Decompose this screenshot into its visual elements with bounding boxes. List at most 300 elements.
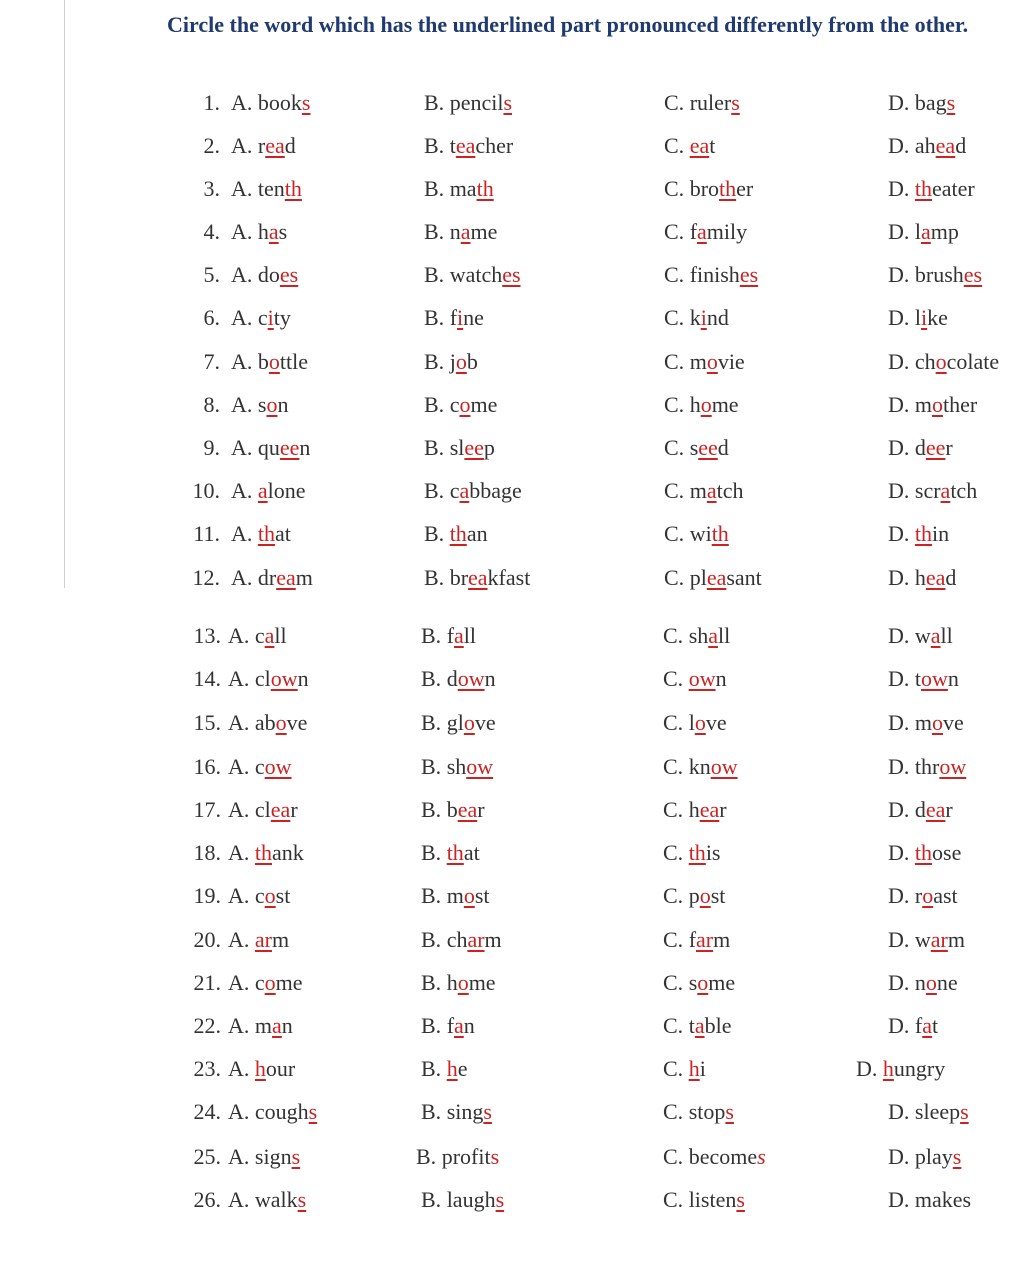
option-a[interactable] — [231, 88, 310, 118]
option-b[interactable] — [421, 968, 496, 998]
word-part: t — [449, 133, 456, 158]
option-letter: D. — [888, 521, 915, 546]
option-letter: A. — [231, 176, 258, 201]
word-part: an — [466, 521, 488, 546]
option-b[interactable] — [424, 88, 512, 118]
option-d[interactable] — [888, 88, 955, 118]
word-part: pencil — [449, 90, 504, 115]
option-b[interactable] — [424, 433, 495, 463]
option-c[interactable] — [663, 881, 725, 911]
option-b[interactable] — [424, 347, 478, 377]
option-c[interactable] — [663, 1097, 734, 1127]
word-part: p — [483, 435, 495, 460]
word-part: t — [914, 666, 922, 691]
option-c[interactable] — [663, 1011, 731, 1041]
option-letter: C. — [663, 1187, 689, 1212]
option-b[interactable] — [421, 1011, 475, 1041]
option-letter: B. — [424, 90, 450, 115]
option-letter: A. — [231, 305, 258, 330]
word-part: scr — [914, 478, 941, 503]
option-a[interactable] — [228, 838, 304, 868]
word-part: c — [449, 392, 460, 417]
question-number: 23. — [193, 1056, 221, 1081]
option-letter: A. — [228, 710, 255, 735]
word-part: r — [290, 797, 298, 822]
question-row — [0, 1054, 1024, 1084]
word-part: s — [278, 219, 288, 244]
option-a[interactable] — [228, 925, 289, 955]
underlined-part: o — [455, 349, 467, 374]
word-part: makes — [914, 1187, 972, 1212]
word-part: ve — [705, 710, 727, 735]
option-d[interactable] — [888, 881, 958, 911]
option-b[interactable] — [424, 519, 488, 549]
option-letter: A. — [228, 1013, 255, 1038]
underlined-part: a — [264, 623, 275, 648]
underlined-part: ea — [689, 133, 710, 158]
option-letter: D. — [888, 392, 915, 417]
word-part: ty — [273, 305, 291, 330]
question-row — [0, 795, 1024, 825]
word-part: n — [463, 1013, 475, 1038]
underlined-part: o — [266, 392, 278, 417]
option-d[interactable] — [888, 390, 977, 420]
option-c[interactable] — [663, 1054, 706, 1084]
word-part: r — [257, 133, 266, 158]
question-row — [0, 752, 1024, 782]
word-part: qu — [257, 435, 280, 460]
option-d[interactable] — [888, 1011, 938, 1041]
option-d[interactable] — [856, 1054, 945, 1084]
option-b[interactable] — [421, 1097, 492, 1127]
underlined-part: th — [914, 521, 933, 546]
option-letter: A. — [228, 623, 255, 648]
word-part: dr — [257, 565, 277, 590]
word-part: stop — [688, 1099, 726, 1124]
word-part: c — [449, 478, 460, 503]
question-row — [0, 433, 1024, 463]
word-part: f — [449, 305, 458, 330]
option-letter: C. — [663, 1013, 689, 1038]
word-part: sign — [254, 1144, 292, 1169]
option-c[interactable] — [663, 621, 730, 651]
option-letter: B. — [424, 478, 450, 503]
option-d[interactable] — [888, 925, 965, 955]
option-letter: D. — [888, 1013, 915, 1038]
underlined-part: a — [694, 1013, 705, 1038]
word-part: at — [463, 840, 480, 865]
question-row — [0, 664, 1024, 694]
word-part: b — [257, 349, 269, 374]
option-d[interactable] — [888, 174, 975, 204]
option-c[interactable] — [663, 925, 730, 955]
option-b[interactable] — [421, 752, 493, 782]
word-part: n — [947, 666, 959, 691]
underlined-part: ee — [698, 435, 718, 460]
underlined-part: th — [711, 521, 729, 546]
option-d[interactable] — [888, 664, 959, 694]
option-d[interactable] — [888, 217, 959, 247]
option-c[interactable] — [663, 664, 727, 694]
option-letter: D. — [888, 666, 915, 691]
option-letter: A. — [231, 262, 258, 287]
underlined-part: ea — [935, 133, 956, 158]
option-letter: A. — [228, 797, 255, 822]
option-b[interactable] — [421, 838, 480, 868]
question-row — [0, 563, 1024, 593]
word-part: sh — [688, 623, 709, 648]
option-d[interactable] — [888, 708, 964, 738]
option-d[interactable] — [888, 838, 961, 868]
question-number: 11. — [193, 521, 220, 546]
option-letter: B. — [421, 970, 447, 995]
option-c[interactable] — [664, 476, 743, 506]
option-a[interactable] — [228, 1142, 300, 1172]
option-c[interactable] — [664, 563, 762, 593]
word-part: ab — [254, 710, 276, 735]
word-part: ble — [704, 1013, 732, 1038]
option-c[interactable] — [664, 519, 729, 549]
option-letter: B. — [421, 1187, 447, 1212]
option-letter: D. — [888, 754, 915, 779]
option-letter: D. — [888, 565, 915, 590]
word-part: c — [254, 883, 265, 908]
option-d[interactable] — [888, 1185, 971, 1215]
word-part: m — [446, 883, 464, 908]
option-a[interactable] — [228, 1185, 306, 1215]
option-d[interactable] — [888, 131, 966, 161]
option-letter: B. — [424, 305, 450, 330]
option-a[interactable] — [228, 664, 309, 694]
option-letter: C. — [664, 90, 690, 115]
question-number: 10. — [192, 478, 220, 503]
option-c[interactable] — [664, 433, 729, 463]
question-number: 18. — [193, 840, 221, 865]
underlined-part: a — [268, 219, 279, 244]
option-b[interactable] — [421, 1054, 467, 1084]
option-letter: C. — [664, 392, 690, 417]
highlighted-part: s — [757, 1144, 766, 1169]
word-part: s — [689, 435, 699, 460]
option-a[interactable] — [228, 1011, 293, 1041]
underlined-part: i — [921, 305, 928, 330]
underlined-part: s — [960, 1099, 969, 1124]
option-d[interactable] — [888, 347, 999, 377]
word-part: gl — [446, 710, 464, 735]
word-part: cough — [254, 1099, 309, 1124]
option-b[interactable] — [424, 303, 484, 333]
option-b[interactable] — [421, 664, 496, 694]
underlined-part: h — [446, 1056, 458, 1081]
word-part: listen — [688, 1187, 737, 1212]
question-row — [0, 621, 1024, 651]
word-part: f — [688, 927, 697, 952]
question-row — [0, 708, 1024, 738]
question-number: 7. — [203, 349, 220, 374]
option-letter: B. — [421, 1099, 447, 1124]
underlined-part: a — [460, 219, 471, 244]
option-letter: C. — [663, 883, 689, 908]
option-b[interactable] — [421, 1185, 504, 1215]
option-letter: D. — [888, 970, 915, 995]
word-part: d — [717, 435, 729, 460]
option-b[interactable] — [424, 563, 530, 593]
underlined-part: i — [457, 305, 464, 330]
option-letter: B. — [421, 754, 447, 779]
word-part: brush — [914, 262, 964, 287]
word-part: h — [257, 219, 269, 244]
word-part: ch — [914, 349, 936, 374]
option-c[interactable] — [664, 347, 745, 377]
word-part: r — [477, 797, 485, 822]
question-row — [0, 1097, 1024, 1127]
option-letter: A. — [228, 1144, 255, 1169]
option-a[interactable] — [228, 968, 303, 998]
underlined-part: o — [264, 883, 276, 908]
option-a[interactable] — [231, 303, 291, 333]
option-c[interactable] — [664, 260, 758, 290]
option-letter: A. — [231, 219, 258, 244]
option-d[interactable] — [888, 621, 953, 651]
option-a[interactable] — [228, 795, 298, 825]
underlined-part: th — [284, 176, 302, 201]
question-row — [0, 925, 1024, 955]
word-part: ll — [463, 623, 477, 648]
option-letter: C. — [664, 262, 690, 287]
option-letter: A. — [231, 565, 258, 590]
option-letter: D. — [888, 1144, 915, 1169]
question-number: 15. — [193, 710, 221, 735]
option-d[interactable] — [888, 1097, 969, 1127]
option-a[interactable] — [228, 708, 307, 738]
option-b[interactable] — [421, 795, 485, 825]
option-letter: A. — [228, 1056, 255, 1081]
option-c[interactable] — [664, 174, 753, 204]
option-c[interactable] — [663, 708, 727, 738]
option-a[interactable] — [231, 131, 296, 161]
underlined-part: s — [725, 1099, 734, 1124]
underlined-part: th — [914, 176, 933, 201]
option-d[interactable] — [888, 752, 966, 782]
option-b[interactable] — [424, 390, 497, 420]
question-number: 8. — [203, 392, 220, 417]
option-b[interactable] — [421, 621, 476, 651]
option-c[interactable] — [663, 968, 735, 998]
option-letter: D. — [888, 349, 915, 374]
underlined-part: th — [449, 521, 467, 546]
option-d[interactable] — [888, 519, 949, 549]
option-a[interactable] — [231, 563, 313, 593]
word-part: r — [719, 797, 727, 822]
option-a[interactable] — [231, 519, 291, 549]
word-part: t — [688, 1013, 695, 1038]
option-b[interactable] — [416, 1142, 499, 1172]
option-letter: D. — [888, 883, 915, 908]
option-letter: D. — [888, 435, 915, 460]
option-letter: A. — [231, 392, 258, 417]
option-b[interactable] — [424, 174, 494, 204]
option-letter: D. — [888, 176, 915, 201]
word-part: bro — [689, 176, 720, 201]
option-d[interactable] — [888, 1142, 961, 1172]
word-part: st — [275, 883, 291, 908]
word-part: st — [710, 883, 726, 908]
underlined-part: s — [308, 1099, 318, 1124]
underlined-part: th — [476, 176, 494, 201]
word-part: er — [736, 176, 754, 201]
option-letter: A. — [231, 478, 258, 503]
underlined-part: es — [502, 262, 521, 287]
word-part: kn — [688, 754, 711, 779]
word-part: sl — [449, 435, 465, 460]
underlined-part: o — [706, 349, 718, 374]
option-letter: C. — [664, 219, 690, 244]
underlined-part: th — [257, 521, 276, 546]
highlighted-part: s — [490, 1144, 500, 1169]
underlined-part: o — [268, 349, 280, 374]
question-number: 6. — [203, 305, 220, 330]
option-a[interactable] — [228, 1097, 317, 1127]
option-letter: C. — [663, 1056, 689, 1081]
option-b[interactable] — [424, 476, 522, 506]
word-part: me — [275, 970, 303, 995]
option-a[interactable] — [231, 476, 306, 506]
option-d[interactable] — [888, 795, 953, 825]
option-a[interactable] — [231, 433, 310, 463]
option-d[interactable] — [888, 433, 953, 463]
question-number: 2. — [203, 133, 220, 158]
option-b[interactable] — [421, 881, 490, 911]
word-part: me — [711, 392, 739, 417]
option-c[interactable] — [664, 131, 715, 161]
option-a[interactable] — [231, 217, 287, 247]
option-a[interactable] — [231, 260, 298, 290]
underlined-part: ea — [925, 797, 946, 822]
option-c[interactable] — [663, 795, 727, 825]
question-number: 24. — [193, 1099, 221, 1124]
option-letter: C. — [663, 1099, 689, 1124]
word-part: tch — [950, 478, 978, 503]
word-part: ungry — [893, 1056, 946, 1081]
underlined-part: o — [457, 970, 469, 995]
option-b[interactable] — [424, 131, 513, 161]
option-a[interactable] — [231, 390, 288, 420]
underlined-part: o — [694, 710, 706, 735]
option-d[interactable] — [888, 303, 948, 333]
option-b[interactable] — [421, 708, 496, 738]
option-letter: D. — [888, 1187, 915, 1212]
underlined-part: ow — [921, 666, 948, 691]
underlined-part: th — [688, 840, 706, 865]
question-row — [0, 347, 1024, 377]
option-letter: A. — [228, 1099, 255, 1124]
word-part: l — [914, 219, 922, 244]
underlined-part: ee — [279, 435, 300, 460]
word-part: ttle — [279, 349, 308, 374]
option-a[interactable] — [231, 347, 308, 377]
word-part: m — [254, 1013, 273, 1038]
word-part: kfast — [487, 565, 531, 590]
option-letter: D. — [888, 710, 915, 735]
option-b[interactable] — [424, 260, 521, 290]
option-letter: B. — [421, 666, 447, 691]
option-letter: A. — [228, 883, 255, 908]
option-letter: A. — [228, 927, 255, 952]
option-letter: A. — [231, 435, 258, 460]
word-part: st — [474, 883, 490, 908]
underlined-part: ow — [457, 666, 485, 691]
word-part: our — [265, 1056, 296, 1081]
underlined-part: a — [706, 478, 717, 503]
word-part: ank — [272, 840, 304, 865]
word-part: play — [914, 1144, 953, 1169]
underlined-part: s — [946, 90, 956, 115]
option-c[interactable] — [663, 1142, 766, 1172]
option-b[interactable] — [424, 217, 497, 247]
option-a[interactable] — [228, 752, 292, 782]
option-letter: C. — [664, 435, 690, 460]
word-part: e — [457, 1056, 468, 1081]
word-part: n — [299, 435, 311, 460]
word-part: s — [688, 970, 698, 995]
word-part: b — [446, 797, 458, 822]
question-row — [0, 174, 1024, 204]
option-c[interactable] — [664, 303, 729, 333]
question-row — [0, 1011, 1024, 1041]
option-letter: A. — [228, 970, 255, 995]
option-a[interactable] — [228, 621, 287, 651]
question-row — [0, 217, 1024, 247]
option-letter: D. — [888, 219, 915, 244]
option-letter: D. — [888, 797, 915, 822]
option-c[interactable] — [663, 752, 738, 782]
word-part: bag — [914, 90, 947, 115]
question-row — [0, 1185, 1024, 1215]
option-d[interactable] — [888, 476, 977, 506]
underlined-part: ow — [270, 666, 298, 691]
option-c[interactable] — [663, 1185, 745, 1215]
underlined-part: s — [495, 1187, 505, 1212]
word-part: d — [914, 435, 926, 460]
word-part: p — [688, 883, 700, 908]
underlined-part: s — [297, 1187, 307, 1212]
option-letter: B. — [424, 435, 450, 460]
option-d[interactable] — [888, 563, 956, 593]
underlined-part: ea — [455, 133, 476, 158]
option-b[interactable] — [421, 925, 502, 955]
option-c[interactable] — [663, 838, 721, 868]
option-c[interactable] — [664, 88, 740, 118]
option-a[interactable] — [228, 881, 290, 911]
option-d[interactable] — [888, 260, 982, 290]
word-part: mp — [930, 219, 959, 244]
option-a[interactable] — [228, 1054, 295, 1084]
word-part: m — [947, 927, 965, 952]
word-part: book — [257, 90, 302, 115]
question-number: 16. — [193, 754, 221, 779]
option-letter: D. — [888, 305, 915, 330]
word-part: j — [449, 349, 456, 374]
underlined-part: a — [459, 478, 470, 503]
option-c[interactable] — [664, 217, 747, 247]
word-part: r — [945, 797, 953, 822]
option-d[interactable] — [888, 968, 958, 998]
underlined-part: ee — [464, 435, 484, 460]
option-a[interactable] — [231, 174, 302, 204]
option-c[interactable] — [664, 390, 739, 420]
option-letter: D. — [888, 840, 915, 865]
word-part: ruler — [689, 90, 732, 115]
